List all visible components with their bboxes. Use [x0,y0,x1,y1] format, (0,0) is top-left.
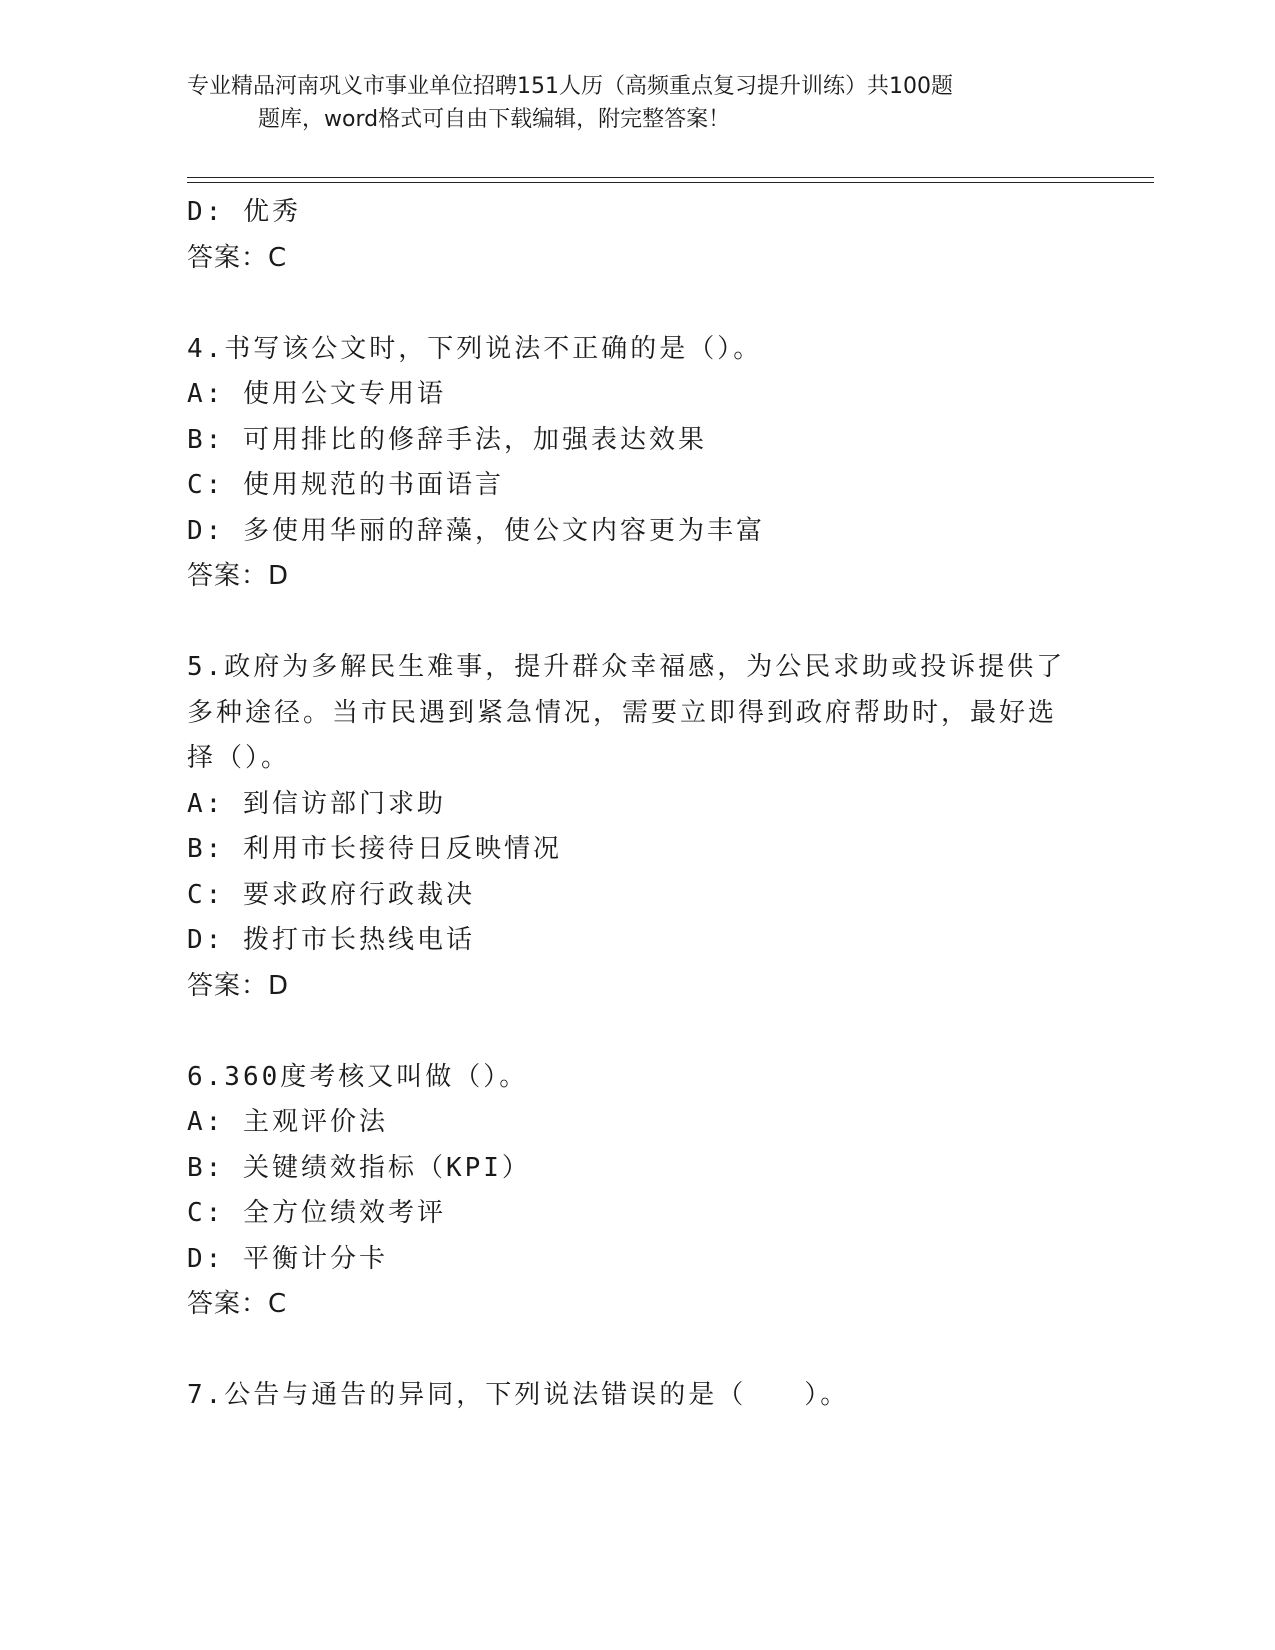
question-line: C: 要求政府行政裁决 [187,879,475,910]
question-line: B: 利用市长接待日反映情况 [187,834,562,864]
question-line: B: 关键绩效指标（KPI） [187,1152,531,1183]
question-content [187,190,1087,1419]
question-line: 多种途径。当市民遇到紧急情况，需要立即得到政府帮助时，最好选 [187,697,1058,728]
answer-line: 答案：D [187,561,290,591]
question-line: 4.书写该公文时，下列说法不正确的是（）。 [187,333,763,364]
question-line: 择（）。 [187,743,291,773]
answer-line: 答案：C [187,242,288,273]
question-line: 6.360度考核又叫做（）。 [187,1061,529,1092]
header-title-line-2: 题库，word格式可自由下载编辑，附完整答案！ [258,107,731,132]
question-line: A: 主观评价法 [187,1107,388,1137]
blank-gap [187,1328,1087,1374]
question-line: D: 拨打市长热线电话 [187,925,475,955]
question-line: 5.政府为多解民生难事，提升群众幸福感，为公民求助或投诉提供了 [187,652,1066,682]
page-header [0,70,1275,136]
question-line: B: 可用排比的修辞手法，加强表达效果 [187,424,707,455]
question-line: D: 优秀 [187,197,301,227]
question-line: A: 到信访部门求助 [187,788,446,819]
question-line: D: 平衡计分卡 [187,1243,388,1274]
question-line: 7.公告与通告的异同，下列说法错误的是（ ）。 [187,1380,850,1410]
header-divider-top [187,177,1154,178]
blank-gap [187,281,1087,327]
blank-gap [187,600,1087,646]
question-line: D: 多使用华丽的辞藻，使公文内容更为丰富 [187,515,765,546]
answer-line: 答案：C [187,1289,288,1319]
question-line: A: 使用公文专用语 [187,379,446,409]
answer-line: 答案：D [187,970,290,1001]
header-divider-bottom [187,182,1154,183]
question-line: C: 全方位绩效考评 [187,1198,446,1228]
question-line: C: 使用规范的书面语言 [187,470,504,500]
blank-gap [187,1009,1087,1055]
header-title-line-1: 专业精品河南巩义市事业单位招聘151人历（高频重点复习提升训练）共100题 [187,74,953,99]
